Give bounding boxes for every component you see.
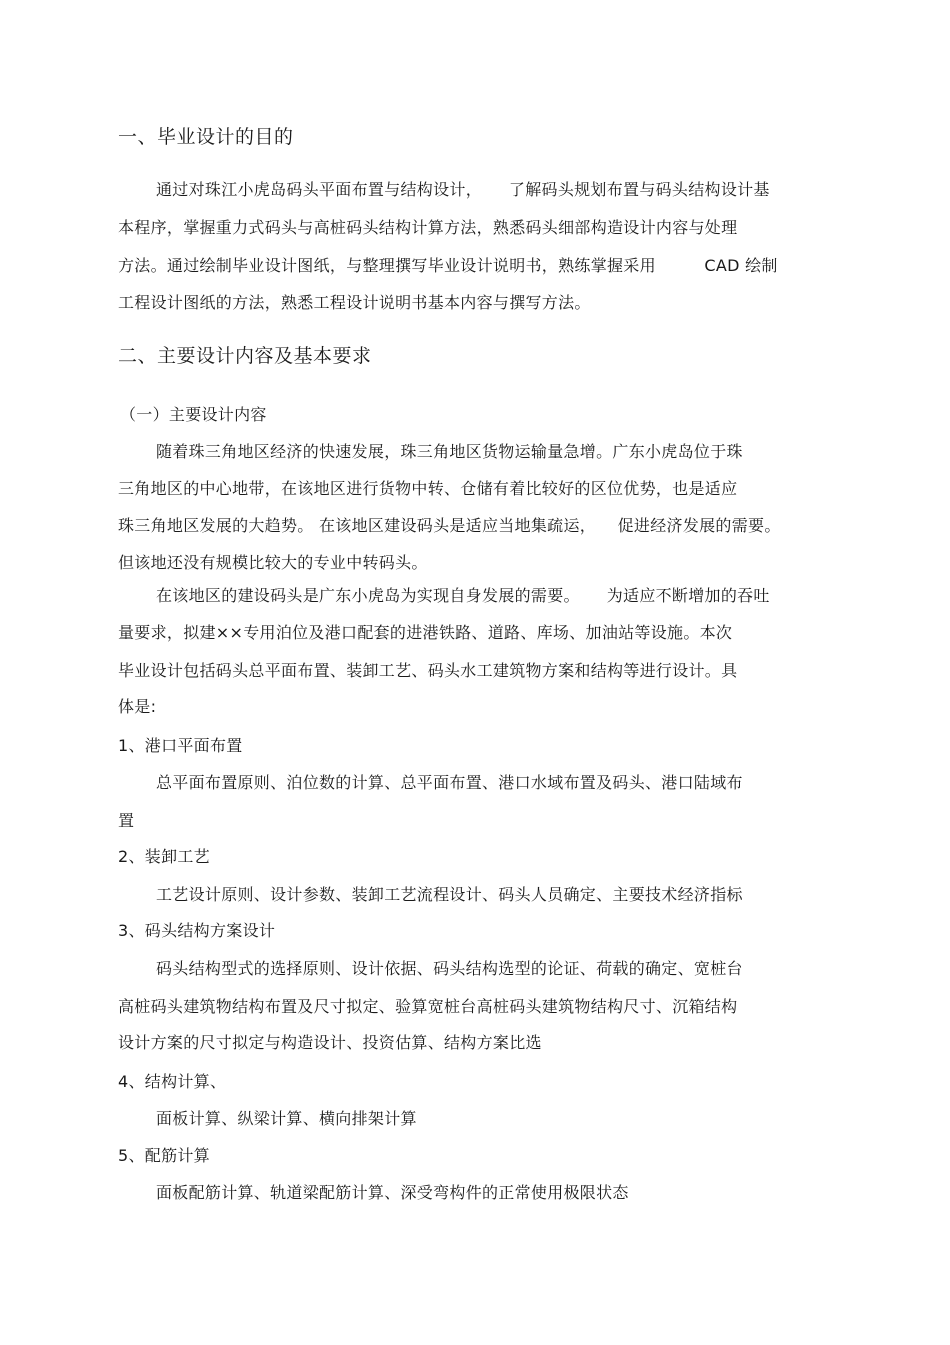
subsection-heading: （一）主要设计内容 bbox=[120, 405, 267, 424]
section-heading-1: 一、毕业设计的目的 bbox=[118, 126, 294, 148]
paragraph-line: 体是: bbox=[118, 697, 157, 716]
list-item-line: 总平面布置原则、泊位数的计算、总平面布置、港口水域布置及码头、港口陆域布 bbox=[156, 773, 743, 792]
list-item-title: 3、码头结构方案设计 bbox=[118, 921, 276, 940]
list-item-line: 码头结构型式的选择原则、设计依据、码头结构选型的论证、荷载的确定、宽桩台 bbox=[156, 959, 743, 978]
paragraph-line: 工程设计图纸的方法，熟悉工程设计说明书基本内容与撰写方法。 bbox=[118, 293, 591, 312]
list-item-title: 4、结构计算、 bbox=[118, 1072, 227, 1091]
paragraph-line: 本程序，掌握重力式码头与高桩码头结构计算方法，熟悉码头细部构造设计内容与处理 bbox=[118, 218, 738, 237]
paragraph-line: 但该地还没有规模比较大的专业中转码头。 bbox=[118, 553, 428, 572]
paragraph-line: 毕业设计包括码头总平面布置、装卸工艺、码头水工建筑物方案和结构等进行设计。具 bbox=[118, 661, 738, 680]
paragraph-line: 随着珠三角地区经济的快速发展，珠三角地区货物运输量急增。广东小虎岛位于珠 bbox=[156, 442, 743, 461]
list-item-line: 置 bbox=[118, 811, 135, 830]
list-item-title: 1、港口平面布置 bbox=[118, 736, 243, 755]
list-item-title: 2、装卸工艺 bbox=[118, 847, 210, 866]
list-item-line: 高桩码头建筑物结构布置及尺寸拟定、验算宽桩台高桩码头建筑物结构尺寸、沉箱结构 bbox=[118, 997, 738, 1016]
paragraph-line: 方法。通过绘制毕业设计图纸，与整理撰写毕业设计说明书，熟练掌握采用 CAD 绘制 bbox=[118, 256, 778, 275]
paragraph-line: 三角地区的中心地带，在该地区进行货物中转、仓储有着比较好的区位优势，也是适应 bbox=[118, 479, 738, 498]
list-item-line: 面板计算、纵梁计算、横向排架计算 bbox=[156, 1109, 417, 1128]
paragraph-line: 量要求，拟建××专用泊位及港口配套的进港铁路、道路、库场、加油站等设施。本次 bbox=[118, 623, 733, 642]
list-item-line: 设计方案的尺寸拟定与构造设计、投资估算、结构方案比选 bbox=[118, 1033, 542, 1052]
list-item-title: 5、配筋计算 bbox=[118, 1146, 210, 1165]
list-item-line: 工艺设计原则、设计参数、装卸工艺流程设计、码头人员确定、主要技术经济指标 bbox=[156, 885, 743, 904]
section-heading-2: 二、主要设计内容及基本要求 bbox=[118, 345, 372, 367]
paragraph-line: 在该地区的建设码头是广东小虎岛为实现自身发展的需要。 为适应不断增加的吞吐 bbox=[156, 586, 770, 605]
paragraph-line: 通过对珠江小虎岛码头平面布置与结构设计， 了解码头规划布置与码头结构设计基 bbox=[156, 180, 770, 199]
list-item-line: 面板配筋计算、轨道梁配筋计算、深受弯构件的正常使用极限状态 bbox=[156, 1183, 629, 1202]
paragraph-line: 珠三角地区发展的大趋势。 在该地区建设码头是适应当地集疏运， 促进经济发展的需要。 bbox=[118, 516, 781, 535]
